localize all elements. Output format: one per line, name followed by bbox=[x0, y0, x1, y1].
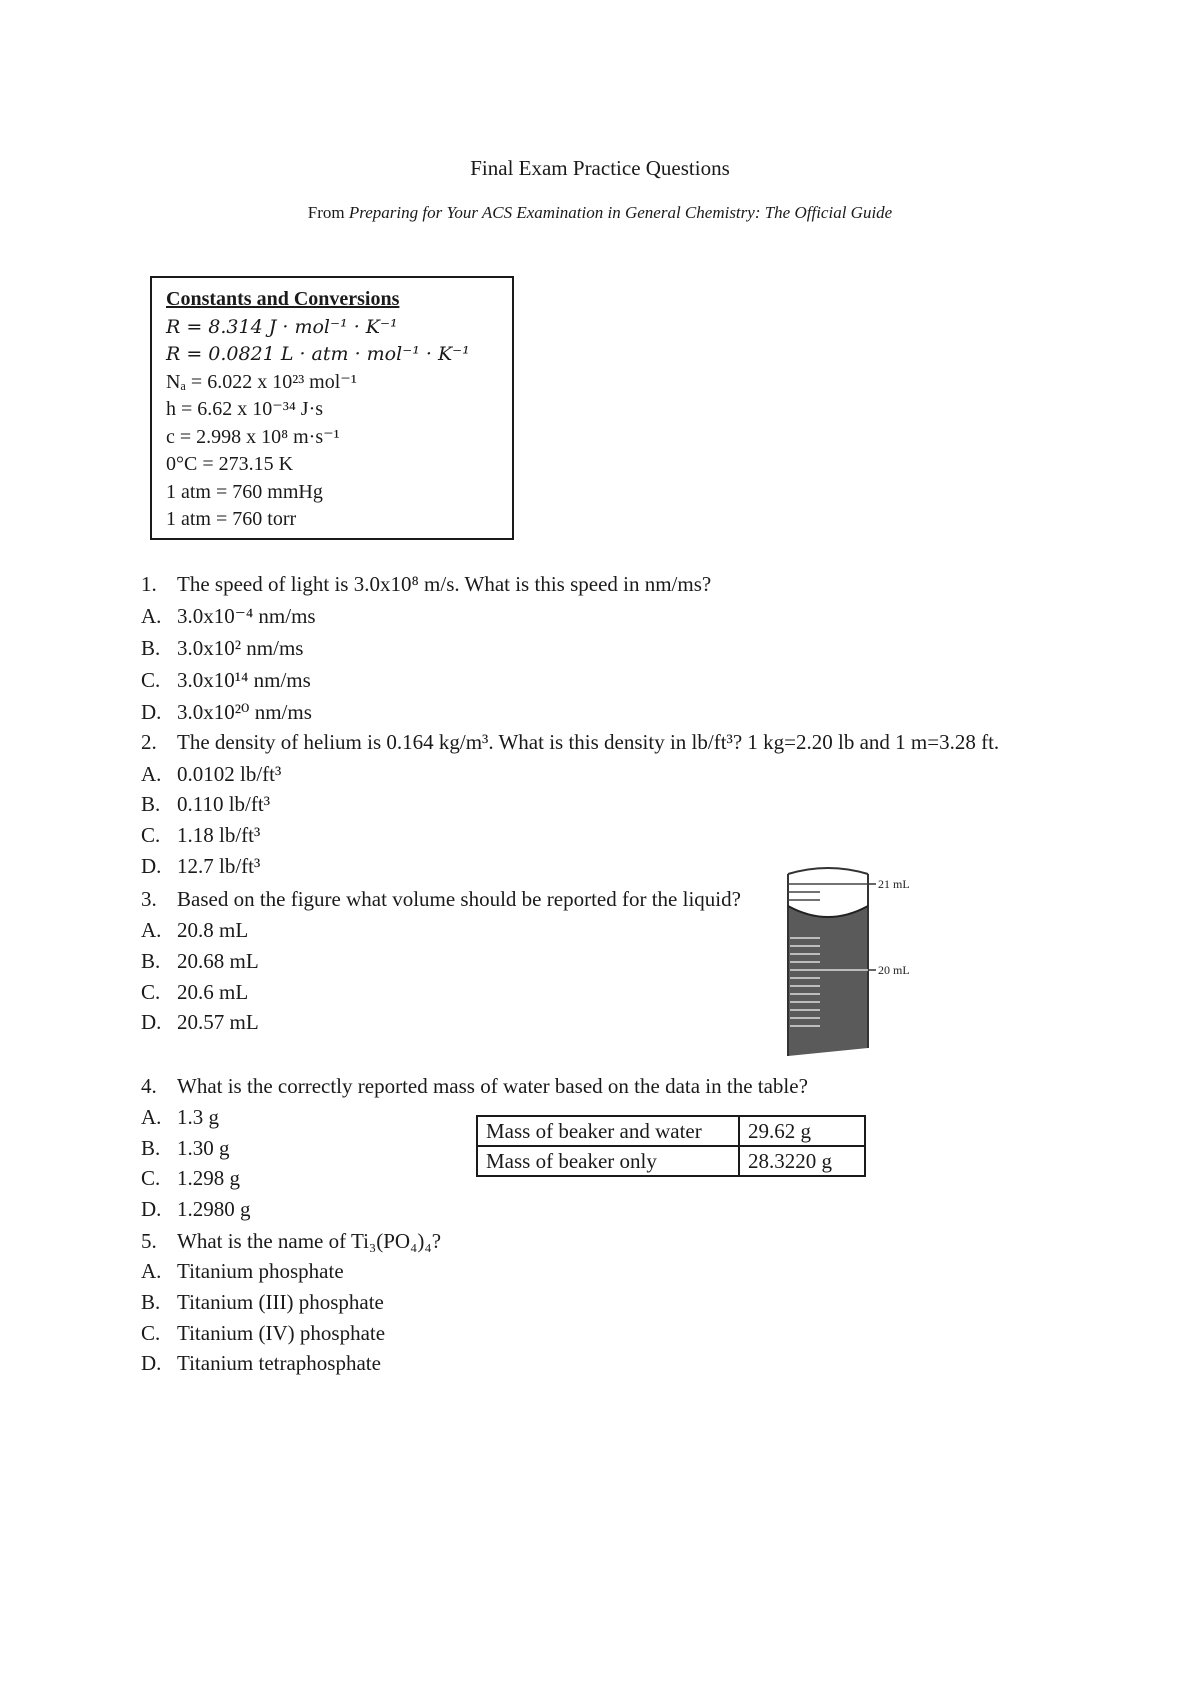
subtitle-prefix: From bbox=[307, 203, 349, 222]
question-2-option-c: C. 1.18 lb/ft³ bbox=[141, 823, 261, 847]
constant-speed-of-light: c = 2.998 x 10⁸ m·s⁻¹ bbox=[166, 425, 340, 448]
cylinder-label-20ml: 20 mL bbox=[878, 963, 910, 977]
conversion-atm-mmhg: 1 atm = 760 mmHg bbox=[166, 480, 323, 503]
question-4-option-c: C. 1.298 g bbox=[141, 1166, 240, 1190]
graduated-cylinder-figure bbox=[780, 866, 920, 1056]
question-4-stem: 4. What is the correctly reported mass of water based on the data in the table? bbox=[141, 1074, 808, 1098]
conversion-celsius-kelvin: 0°C = 273.15 K bbox=[166, 453, 294, 475]
question-4-option-b: B. 1.30 g bbox=[141, 1136, 230, 1160]
question-3-option-d: D. 20.57 mL bbox=[141, 1010, 259, 1034]
question-2-stem: 2. The density of helium is 0.164 kg/m³. What is this density in lb/ft³? 1 kg=2.20 lb and 1 m=3.28 ft. bbox=[141, 730, 1000, 754]
question-3-option-a: A. 20.8 mL bbox=[141, 918, 249, 942]
question-5-stem: 5. What is the name of Ti₃(PO₄)₄? bbox=[141, 1229, 442, 1253]
question-5-option-b: B. Titanium (III) phosphate bbox=[141, 1290, 384, 1314]
question-3-stem: 3. Based on the figure what volume should be reported for the liquid? bbox=[141, 887, 741, 911]
table-row bbox=[477, 1146, 865, 1176]
question-4-option-a: A. 1.3 g bbox=[141, 1105, 219, 1129]
question-1-option-c: C. 3.0x10¹⁴ nm/ms bbox=[141, 668, 311, 692]
cylinder-label-21ml: 21 mL bbox=[878, 877, 910, 891]
table-cell-value: 28.3220 g bbox=[739, 1146, 865, 1176]
mass-data-table bbox=[476, 1115, 866, 1177]
question-1-option-a: A. 3.0x10⁻⁴ nm/ms bbox=[141, 604, 316, 628]
page-title: Final Exam Practice Questions bbox=[470, 156, 730, 180]
question-4-option-d: D. 1.2980 g bbox=[141, 1197, 251, 1221]
constants-heading: Constants and Conversions bbox=[166, 288, 400, 310]
question-2-option-d: D. 12.7 lb/ft³ bbox=[141, 854, 261, 878]
page-subtitle bbox=[0, 203, 1200, 223]
constant-avogadro: Nₐ = 6.022 x 10²³ mol⁻¹ bbox=[166, 370, 357, 393]
question-5-option-a: A. Titanium phosphate bbox=[141, 1259, 344, 1283]
constant-r-atm: R = 0.0821 L · atm · mol⁻¹ · K⁻¹ bbox=[166, 343, 470, 365]
conversion-atm-torr: 1 atm = 760 torr bbox=[166, 508, 297, 530]
question-1-option-b: B. 3.0x10² nm/ms bbox=[141, 636, 304, 660]
question-5-option-d: D. Titanium tetraphosphate bbox=[141, 1351, 381, 1375]
constant-r-joules: R = 8.314 J · mol⁻¹ · K⁻¹ bbox=[166, 315, 398, 338]
question-3-option-c: C. 20.6 mL bbox=[141, 980, 249, 1004]
table-cell-label: Mass of beaker and water bbox=[477, 1116, 739, 1146]
table-cell-value: 29.62 g bbox=[739, 1116, 865, 1146]
question-3-option-b: B. 20.68 mL bbox=[141, 949, 259, 973]
table-row bbox=[477, 1116, 865, 1146]
table-cell-label: Mass of beaker only bbox=[477, 1146, 739, 1176]
constant-planck: h = 6.62 x 10⁻³⁴ J·s bbox=[166, 398, 324, 420]
question-5-option-c: C. Titanium (IV) phosphate bbox=[141, 1321, 386, 1345]
question-2-option-a: A. 0.0102 lb/ft³ bbox=[141, 762, 282, 786]
subtitle-book-title: Preparing for Your ACS Examination in General Chemistry: The Official Guide bbox=[348, 203, 893, 222]
constants-box bbox=[150, 276, 514, 540]
question-1-option-d: D. 3.0x10²⁰ nm/ms bbox=[141, 700, 312, 724]
question-1-stem: 1. The speed of light is 3.0x10⁸ m/s. What is this speed in nm/ms? bbox=[141, 572, 712, 596]
cylinder-liquid bbox=[788, 906, 868, 1056]
question-2-option-b: B. 0.110 lb/ft³ bbox=[141, 792, 271, 816]
